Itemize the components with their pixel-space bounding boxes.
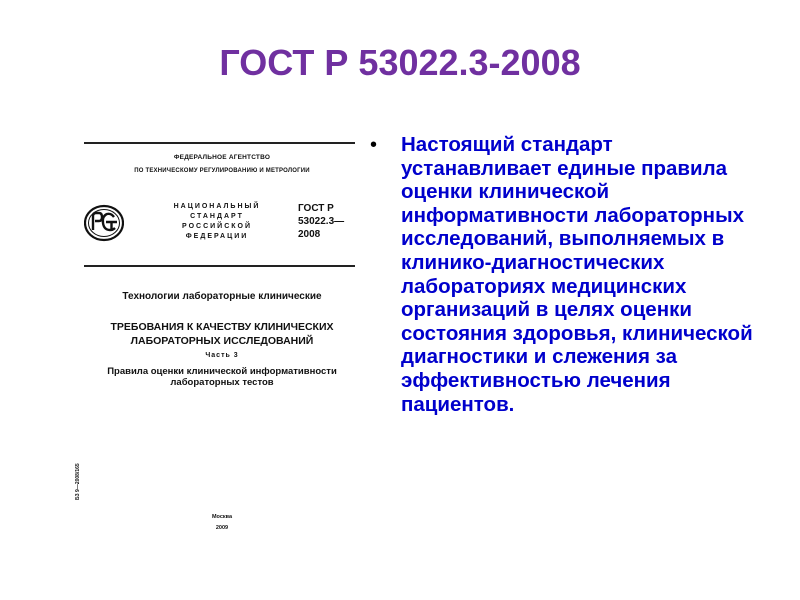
agency-line-1: ФЕДЕРАЛЬНОЕ АГЕНТСТВО xyxy=(173,154,271,161)
middle-rule xyxy=(84,265,355,267)
national-line-3: РОССИЙСКОЙ xyxy=(182,223,252,230)
national-line-1: НАЦИОНАЛЬНЫЙ xyxy=(173,203,261,210)
gost-identifier xyxy=(298,202,368,241)
requirements-line-1: ТРЕБОВАНИЯ К КАЧЕСТВУ КЛИНИЧЕСКИХ xyxy=(110,321,334,333)
bullet-item xyxy=(368,133,768,416)
bullet-text: Настоящий стандарт устанавливает единые правила оценки клинической информативности лабораторных исследований, выполняемых в клинико-диагностических лабораториях медицинских организаций в целях оценки состояния здоровья, клинической диагностики и слежения за эффективностью лечения пациентов. xyxy=(401,133,753,416)
national-line-2: СТАНДАРТ xyxy=(190,213,244,220)
rules-line-1: Правила оценки клинической информативности xyxy=(107,366,337,377)
document-subject: Технологии лабораторные клинические xyxy=(122,291,322,302)
document-requirements-title xyxy=(82,320,362,348)
bullet-list xyxy=(368,133,768,416)
gost-line-3: 2008 xyxy=(298,229,321,240)
slide-title: ГОСТ Р 53022.3-2008 xyxy=(219,42,581,83)
publication-year: 2009 xyxy=(215,525,229,531)
requirements-line-2: ЛАБОРАТОРНЫХ ИССЛЕДОВАНИЙ xyxy=(130,335,314,347)
side-code: БЗ 9—2008/165 xyxy=(75,463,81,500)
rules-line-2: лабораторных тестов xyxy=(170,377,274,388)
document-part: Часть 3 xyxy=(205,352,239,359)
top-rule xyxy=(84,142,355,144)
gost-line-2: 53022.3— xyxy=(298,216,345,227)
document-cover-image xyxy=(72,130,372,550)
document-rules-title xyxy=(82,366,362,388)
national-line-4: ФЕДЕРАЦИИ xyxy=(185,233,249,240)
bullet-icon: • xyxy=(370,134,378,156)
national-standard-label xyxy=(172,202,262,242)
agency-line-2: ПО ТЕХНИЧЕСКОМУ РЕГУЛИРОВАНИЮ И МЕТРОЛОГИИ xyxy=(134,168,310,174)
publication-city: Москва xyxy=(211,514,233,520)
gost-line-1: ГОСТ Р xyxy=(298,203,334,214)
rst-logo-icon xyxy=(84,203,124,243)
